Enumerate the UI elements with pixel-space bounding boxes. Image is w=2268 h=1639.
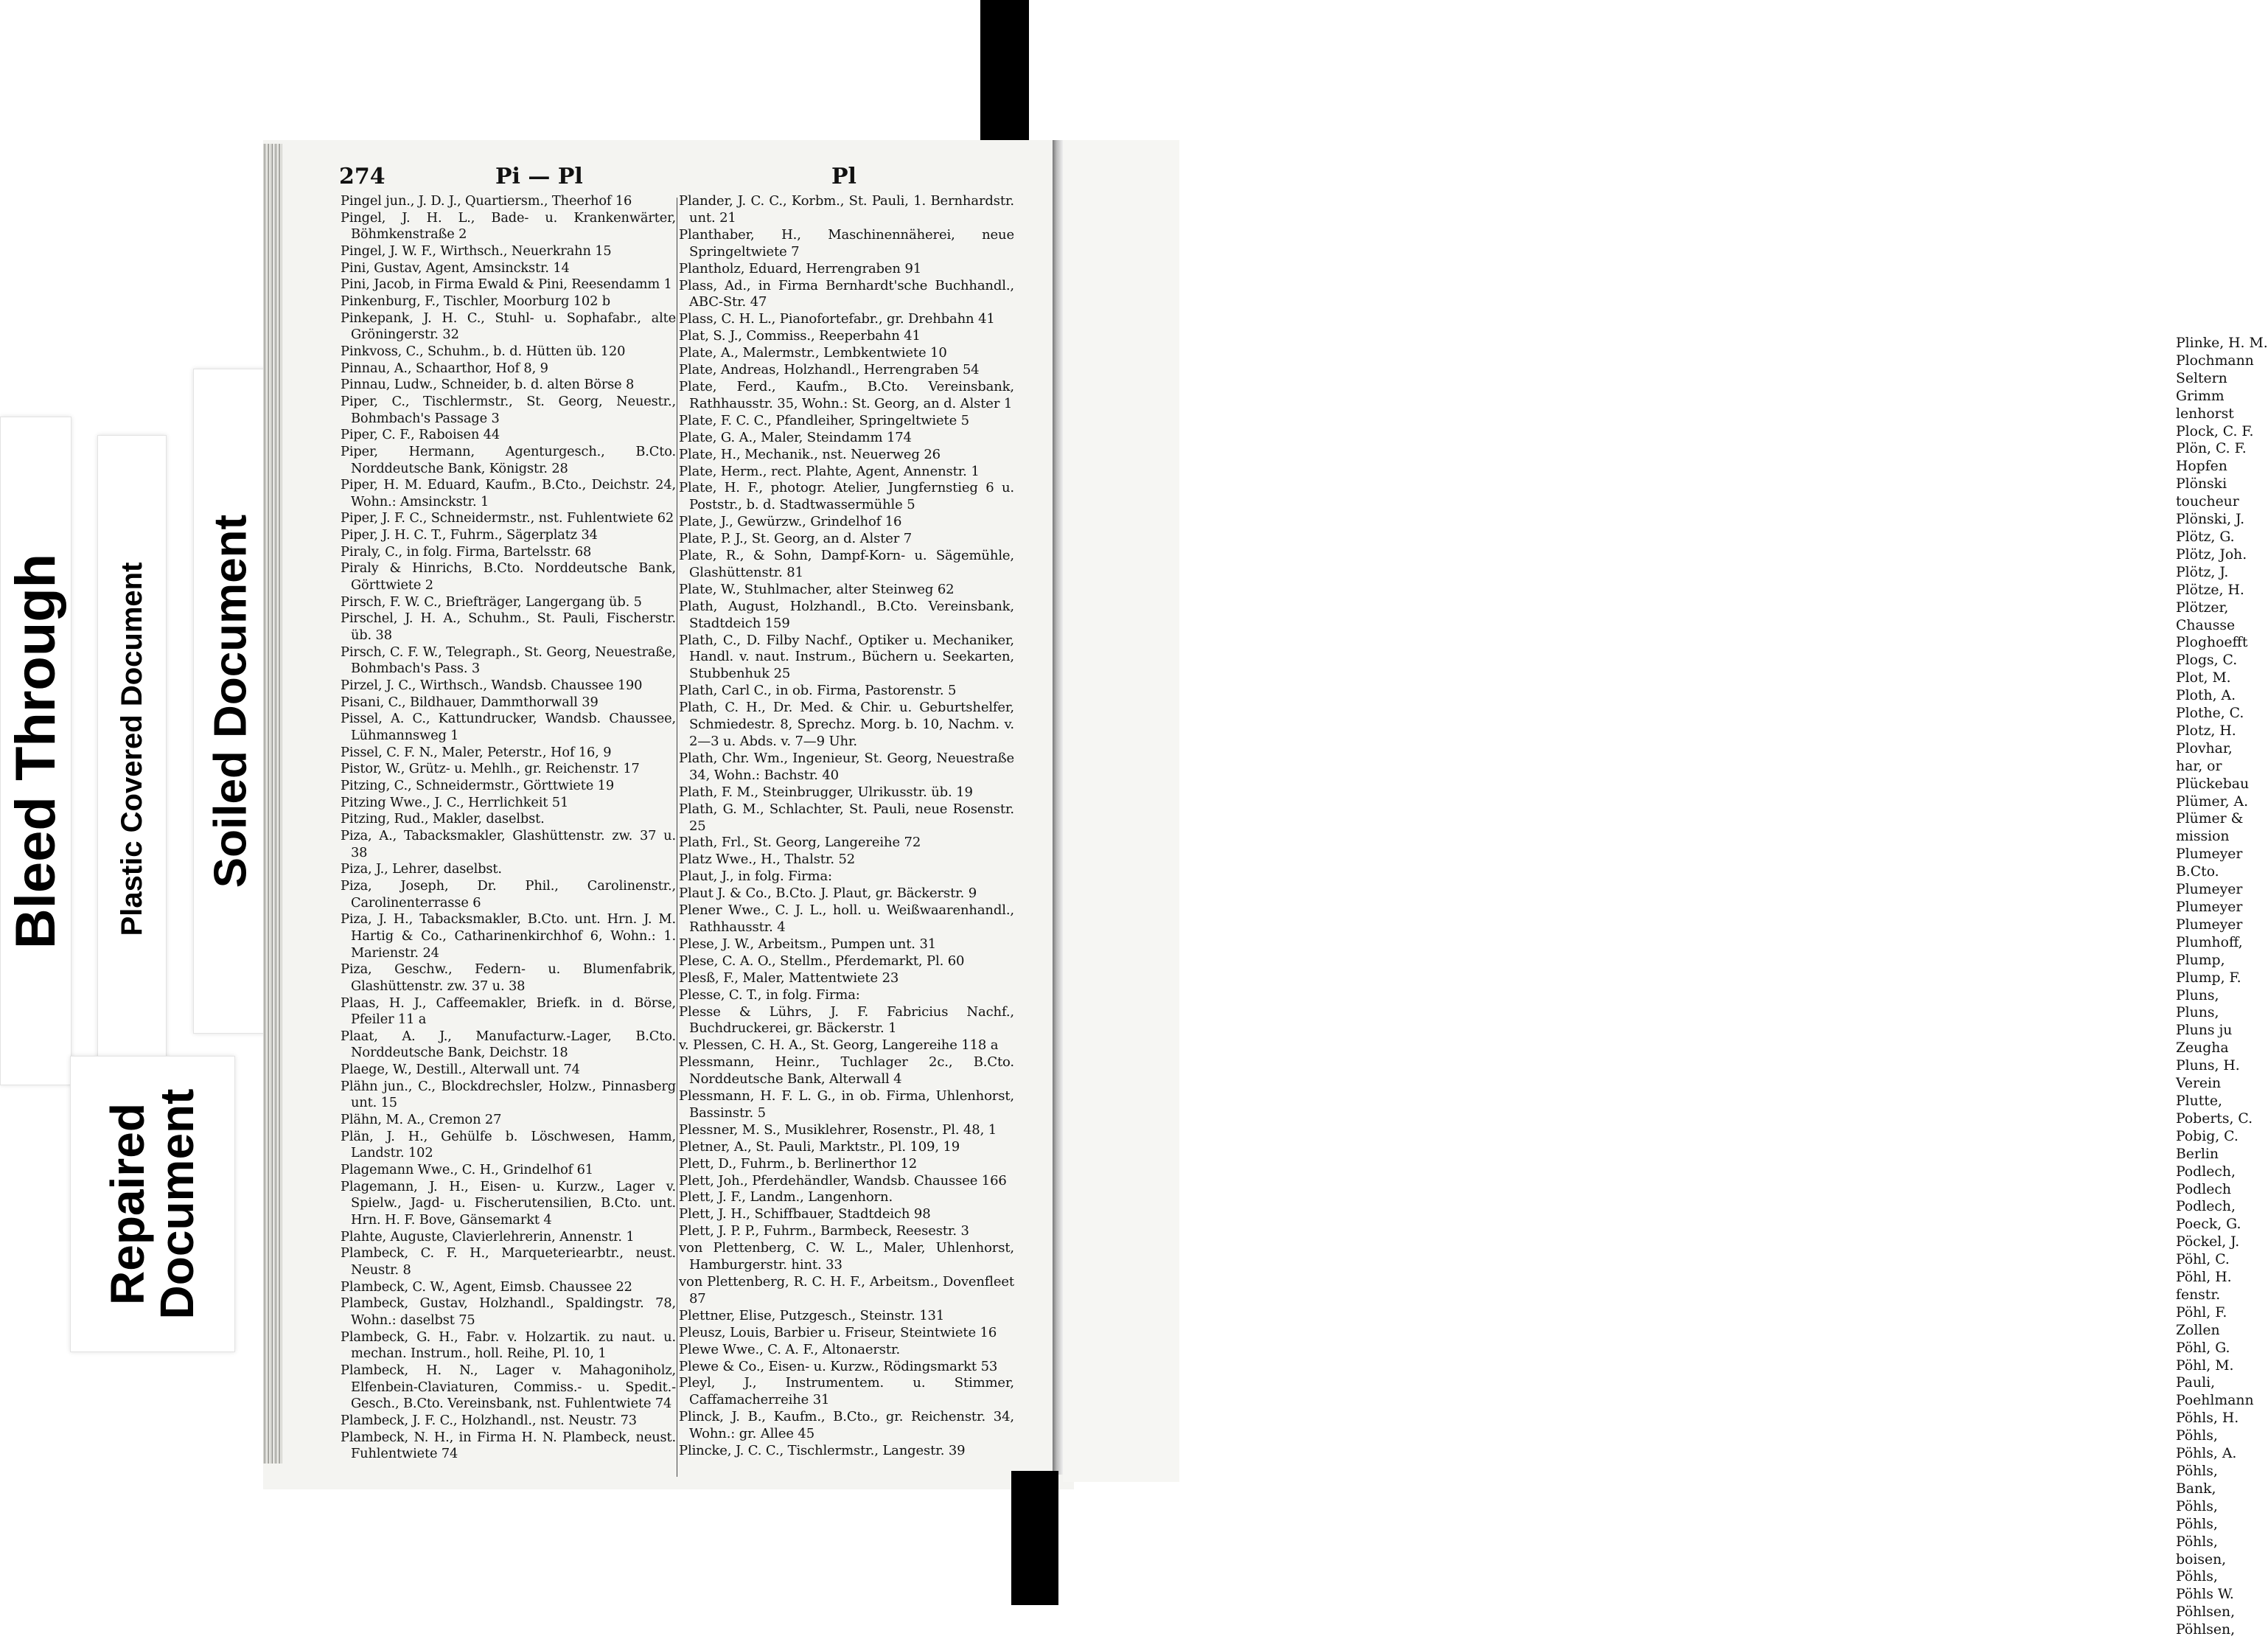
directory-entry: Pinkvoss, C., Schuhm., b. d. Hütten üb. 120 bbox=[341, 343, 626, 359]
cutoff-entry: Poehlmann bbox=[2176, 1393, 2254, 1409]
cutoff-entry: Pöckel, J. bbox=[2176, 1234, 2240, 1250]
cutoff-entry: Plump, F. bbox=[2176, 970, 2241, 986]
directory-entry: Plener Wwe., C. J. L., holl. u. Weißwaarenhandl., Rathhausstr. 4 bbox=[679, 902, 1014, 935]
cutoff-entry: Plötze, H. bbox=[2176, 582, 2244, 598]
repaired-document-label bbox=[100, 1088, 203, 1320]
directory-entry: Piza, Geschw., Federn- u. Blumenfabrik, Glashüttenstr. zw. 37 u. 38 bbox=[341, 961, 676, 994]
directory-entry: Plambeck, Gustav, Holzhandl., Spaldingstr. 78, Wohn.: daselbst 75 bbox=[341, 1295, 676, 1328]
directory-entry: Pleusz, Louis, Barbier u. Friseur, Steintwiete 16 bbox=[679, 1324, 997, 1340]
directory-entry: Piper, J. H. C. T., Fuhrm., Sägerplatz 34 bbox=[341, 527, 598, 543]
cutoff-entry: Berlin bbox=[2176, 1146, 2219, 1162]
directory-entry: Piper, H. M. Eduard, Kaufm., B.Cto., Deichstr. 24, Wohn.: Amsinckstr. 1 bbox=[341, 477, 676, 509]
cutoff-entry: Chausse bbox=[2176, 617, 2236, 633]
directory-entry: Pitzing, Rud., Makler, daselbst. bbox=[341, 811, 545, 827]
directory-entry: Pisani, C., Bildhauer, Dammthorwall 39 bbox=[341, 694, 599, 710]
directory-entry: Plath, C. H., Dr. Med. & Chir. u. Geburtshelfer, Schmiedestr. 8, Sprechz. Morg. b. 10, Nachm. v. 2—3 u. Abds. v. 7—9 Uhr. bbox=[679, 700, 1014, 749]
directory-entry: Piraly, C., in folg. Firma, Bartelsstr. 68 bbox=[341, 543, 592, 560]
cutoff-entry: har, or bbox=[2176, 758, 2222, 774]
directory-entry: Plate, A., Malermstr., Lembkentwiete 10 bbox=[679, 345, 947, 361]
directory-entry: Plesse, C. T., in folg. Firma: bbox=[679, 986, 860, 1003]
directory-entry: Plessmann, Heinr., Tuchlager 2c., B.Cto. Norddeutsche Bank, Alterwall 4 bbox=[679, 1054, 1014, 1088]
directory-column-left bbox=[341, 193, 676, 1463]
directory-entry: Pissel, A. C., Kattundrucker, Wandsb. Chaussee, Lühmannsweg 1 bbox=[341, 711, 676, 743]
cutoff-entry: Pöhls, bbox=[2176, 1516, 2218, 1532]
directory-entry: Plesse & Lührs, J. F. Fabricius Nachf., Buchdruckerei, gr. Bäckerstr. 1 bbox=[679, 1003, 1014, 1037]
directory-entry: Pistor, W., Grütz- u. Mehlh., gr. Reichenstr. 17 bbox=[341, 761, 640, 777]
cutoff-entry: Plötz, Joh. bbox=[2176, 546, 2247, 563]
cutoff-entry: Pöhls, bbox=[2176, 1569, 2218, 1585]
cutoff-entry: Pöhls, H. bbox=[2176, 1410, 2239, 1427]
directory-entry: Plessner, M. S., Musiklehrer, Rosenstr., Pl. 48, 1 bbox=[679, 1121, 997, 1138]
cutoff-entry: Pobig, C. bbox=[2176, 1128, 2239, 1144]
cutoff-entry: Podlech bbox=[2176, 1181, 2231, 1197]
cutoff-entry: lenhorst bbox=[2176, 406, 2234, 422]
directory-entry: Pirsch, F. W. C., Briefträger, Langergang üb. 5 bbox=[341, 594, 642, 610]
directory-entry: Pini, Gustav, Agent, Amsinckstr. 14 bbox=[341, 260, 570, 276]
cutoff-entry: Pöhl, M. bbox=[2176, 1357, 2234, 1374]
cutoff-entry: Plötz, J. bbox=[2176, 564, 2229, 580]
directory-entry: Pitzing Wwe., J. C., Herrlichkeit 51 bbox=[341, 794, 569, 810]
directory-entry: Pinnau, Ludw., Schneider, b. d. alten Börse 8 bbox=[341, 377, 635, 393]
directory-entry: Plagemann Wwe., C. H., Grindelhof 61 bbox=[341, 1162, 593, 1178]
cutoff-entry: Zeugha bbox=[2176, 1040, 2229, 1057]
directory-entry: Plaege, W., Destill., Alterwall unt. 74 bbox=[341, 1062, 580, 1078]
directory-entry: Pleyl, J., Instrumentem. u. Stimmer, Caffamacherreihe 31 bbox=[679, 1375, 1014, 1408]
page-edges bbox=[263, 144, 282, 1464]
directory-entry: Plath, Frl., St. Georg, Langereihe 72 bbox=[679, 835, 921, 851]
directory-entry: Plate, R., & Sohn, Dampf-Korn- u. Sägemühle, Glashüttenstr. 81 bbox=[679, 548, 1014, 580]
cutoff-entry: Ploth, A. bbox=[2176, 688, 2236, 704]
cutoff-entry: Plot, M. bbox=[2176, 670, 2231, 686]
cutoff-entry: Plückebau bbox=[2176, 776, 2250, 792]
cutoff-entry: Pluns ju bbox=[2176, 1023, 2233, 1039]
cutoff-entry: Plumhoff, bbox=[2176, 934, 2243, 950]
cutoff-entry: Verein bbox=[2176, 1076, 2222, 1092]
directory-entry: Pirsch, C. F. W., Telegraph., St. Georg, Neuestraße, Bohmbach's Pass. 3 bbox=[341, 644, 676, 677]
directory-entry: Plett, D., Fuhrm., b. Berlinerthor 12 bbox=[679, 1155, 918, 1172]
directory-entry: Plate, Ferd., Kaufm., B.Cto. Vereinsbank, Rathhausstr. 35, Wohn.: St. Georg, an d. Alster 1 bbox=[679, 378, 1014, 411]
cutoff-entry: Plümer & bbox=[2176, 811, 2244, 827]
directory-entry: Plett, J. H., Schiffbauer, Stadtdeich 98 bbox=[679, 1206, 931, 1222]
directory-entry: Pinkepank, J. H. C., Stuhl- u. Sophafabr., alte Gröningerstr. 32 bbox=[341, 310, 676, 343]
cutoff-entry: Plumeyer bbox=[2176, 882, 2243, 898]
cutoff-entry: Plochmann bbox=[2176, 352, 2254, 369]
directory-entry: Plincke, J. C. C., Tischlermstr., Langestr. 39 bbox=[679, 1443, 966, 1459]
cutoff-entry: mission bbox=[2176, 829, 2230, 845]
cutoff-entry: Pöhls W. bbox=[2176, 1587, 2234, 1603]
page-number: 274 bbox=[339, 164, 385, 189]
directory-entry: Piza, A., Tabacksmakler, Glashüttenstr. zw. 37 u. 38 bbox=[341, 827, 676, 860]
directory-entry: Pletner, A., St. Pauli, Marktstr., Pl. 109, 19 bbox=[679, 1138, 960, 1155]
scan-marker-bar-bottom bbox=[1011, 1471, 1058, 1605]
directory-entry: Piza, Joseph, Dr. Phil., Carolinenstr., Carolinenterrasse 6 bbox=[341, 877, 676, 911]
directory-entry: von Plettenberg, C. W. L., Maler, Uhlenhorst, Hamburgerstr. hint. 33 bbox=[679, 1240, 1014, 1273]
directory-entry: Plambeck, C. W., Agent, Eimsb. Chaussee 22 bbox=[341, 1278, 632, 1295]
cutoff-entry: Plock, C. F. bbox=[2176, 423, 2254, 439]
directory-entry: Pingel, J. W. F., Wirthsch., Neuerkrahn 15 bbox=[341, 243, 612, 259]
directory-entry: Pirschel, J. H. A., Schuhm., St. Pauli, Fischerstr. üb. 38 bbox=[341, 610, 676, 644]
directory-entry: Plate, H., Mechanik., nst. Neuerweg 26 bbox=[679, 446, 941, 462]
directory-entry: Plat, S. J., Commiss., Reeperbahn 41 bbox=[679, 328, 921, 344]
directory-entry: Plambeck, H. N., Lager v. Mahagoniholz, Elfenbein-Claviaturen, Commiss.- u. Spedit.-Gesch., B.Cto. Vereinsbank, nst. Fuhlentwiete 74 bbox=[341, 1362, 676, 1412]
directory-entry: Piper, C., Tischlermstr., St. Georg, Neuestr., Bohmbach's Passage 3 bbox=[341, 393, 676, 426]
soiled-document-label: Soiled Document bbox=[205, 514, 257, 888]
directory-entry: Pingel, J. H. L., Bade- u. Krankenwärter, Böhmkenstraße 2 bbox=[341, 209, 676, 243]
directory-entry: Piraly & Hinrichs, B.Cto. Norddeutsche Bank, Görttwiete 2 bbox=[341, 560, 676, 594]
directory-entry: Pirzel, J. C., Wirthsch., Wandsb. Chaussee 190 bbox=[341, 678, 643, 694]
alphabet-range-heading: Pi — Pl bbox=[495, 164, 583, 189]
directory-entry: Pitzing, C., Schneidermstr., Görttwiete 19 bbox=[341, 777, 614, 793]
cutoff-entry: Ploghoefft bbox=[2176, 635, 2248, 651]
cutoff-entry: Plön, C. F. bbox=[2176, 441, 2247, 457]
cutoff-entry: toucheur bbox=[2176, 494, 2239, 510]
directory-entry: Plettner, Elise, Putzgesch., Steinstr. 131 bbox=[679, 1307, 945, 1323]
bleed-through-label-card bbox=[0, 417, 71, 1085]
directory-entry: Plath, August, Holzhandl., B.Cto. Vereinsbank, Stadtdeich 159 bbox=[679, 598, 1014, 631]
bleed-through-label: Bleed Through bbox=[4, 553, 67, 949]
directory-entry: Pissel, C. F. N., Maler, Peterstr., Hof 16, 9 bbox=[341, 744, 612, 760]
directory-entry: von Plettenberg, R. C. H. F., Arbeitsm., Dovenfleet 87 bbox=[679, 1274, 1014, 1306]
cutoff-entry: Plumeyer bbox=[2176, 916, 2243, 933]
directory-entry: Plath, Chr. Wm., Ingenieur, St. Georg, Neuestraße 34, Wohn.: Bachstr. 40 bbox=[679, 750, 1014, 783]
cutoff-entry: Pöhlsen, bbox=[2176, 1622, 2236, 1638]
cutoff-entry: Pöhl, G. bbox=[2176, 1340, 2230, 1356]
repaired-line-1: Repaired bbox=[100, 1103, 154, 1305]
directory-entry: Plath, C., D. Filby Nachf., Optiker u. Mechaniker, Handl. v. naut. Instrum., Büchern u. Seekarten, Stubbenhuk 25 bbox=[679, 632, 1014, 682]
directory-entry: Plän, J. H., Gehülfe b. Löschwesen, Hamm, Landstr. 102 bbox=[341, 1128, 676, 1161]
cutoff-entry: Pöhl, C. bbox=[2176, 1252, 2230, 1268]
cutoff-column bbox=[2176, 335, 2268, 1639]
plastic-covered-label-card bbox=[97, 435, 167, 1063]
directory-entry: Plander, J. C. C., Korbm., St. Pauli, 1. Bernhardstr. unt. 21 bbox=[679, 193, 1014, 226]
cutoff-entry: Pöhls, bbox=[2176, 1534, 2218, 1550]
cutoff-entry: Pöhls, A. bbox=[2176, 1446, 2237, 1462]
directory-column-right bbox=[679, 193, 1014, 1460]
directory-entry: Pingel jun., J. D. J., Quartiersm., Theerhof 16 bbox=[341, 193, 632, 209]
directory-entry: Plate, P. J., St. Georg, an d. Alster 7 bbox=[679, 531, 913, 547]
directory-entry: Plate, G. A., Maler, Steindamm 174 bbox=[679, 429, 912, 445]
directory-entry: Plahte, Auguste, Clavierlehrerin, Annenstr. 1 bbox=[341, 1228, 635, 1245]
facing-page-strip bbox=[1063, 140, 2268, 1638]
directory-entry: Plath, F. M., Steinbrugger, Ulrikusstr. üb. 19 bbox=[679, 784, 973, 800]
cutoff-entry: Grimm bbox=[2176, 388, 2225, 404]
column-heading: Pl bbox=[831, 164, 856, 189]
directory-entry: Plate, J., Gewürzw., Grindelhof 16 bbox=[679, 514, 902, 530]
cutoff-entry: boisen, bbox=[2176, 1551, 2227, 1567]
directory-entry: Plath, Carl C., in ob. Firma, Pastorenstr. 5 bbox=[679, 683, 957, 699]
cutoff-entry: Pluns, bbox=[2176, 987, 2219, 1003]
cutoff-entry: Pöhls, bbox=[2176, 1464, 2218, 1479]
directory-entry: Plewe Wwe., C. A. F., Altonaerstr. bbox=[679, 1341, 901, 1357]
cutoff-entry: Pöhl, F. bbox=[2176, 1304, 2227, 1320]
directory-entry: Plass, C. H. L., Pianofortefabr., gr. Drehbahn 41 bbox=[679, 311, 995, 327]
directory-entry: Plaut, J., in folg. Firma: bbox=[679, 869, 832, 885]
directory-entry: Piza, J. H., Tabacksmakler, B.Cto. unt. Hrn. J. M. Hartig & Co., Catharinenkirchhof 6, Wohn.: 1. Marienstr. 24 bbox=[341, 911, 676, 961]
directory-entry: Plambeck, C. F. H., Marqueteriearbtr., neust. Neustr. 8 bbox=[341, 1245, 676, 1278]
cutoff-entry: Plönski bbox=[2176, 476, 2227, 493]
directory-entry: Plett, Joh., Pferdehändler, Wandsb. Chaussee 166 bbox=[679, 1172, 1007, 1189]
cutoff-entry: Bank, bbox=[2176, 1480, 2216, 1497]
repaired-line-2: Document bbox=[150, 1088, 203, 1320]
cutoff-entry: Seltern bbox=[2176, 370, 2227, 386]
cutoff-entry: Poeck, G. bbox=[2176, 1217, 2241, 1233]
directory-entry: Plantholz, Eduard, Herrengraben 91 bbox=[679, 260, 922, 276]
directory-entry: v. Plessen, C. H. A., St. Georg, Langereihe 118 a bbox=[679, 1037, 999, 1054]
directory-entry: Piper, C. F., Raboisen 44 bbox=[341, 427, 500, 443]
directory-entry: Plaut J. & Co., B.Cto. J. Plaut, gr. Bäckerstr. 9 bbox=[679, 885, 977, 902]
directory-entry: Plate, Herm., rect. Plahte, Agent, Annenstr. 1 bbox=[679, 463, 980, 479]
cutoff-entry: Pauli, bbox=[2176, 1375, 2216, 1391]
cutoff-entry: Plumeyer bbox=[2176, 899, 2243, 915]
directory-entry: Piper, J. F. C., Schneidermstr., nst. Fuhlentwiete 62 bbox=[341, 510, 674, 526]
cutoff-entry: Plümer, A. bbox=[2176, 793, 2249, 810]
directory-entry: Pini, Jacob, in Firma Ewald & Pini, Reesendamm 1 bbox=[341, 276, 672, 293]
cutoff-entry: Plump, bbox=[2176, 952, 2225, 968]
directory-entry: Plett, J. F., Landm., Langenhorn. bbox=[679, 1189, 893, 1205]
directory-entry: Plagemann, J. H., Eisen- u. Kurzw., Lager v. Spielw., Jagd- u. Fischerutensilien, B.Cto. unt. Hrn. H. F. Bove, Gänsemarkt 4 bbox=[341, 1178, 676, 1228]
directory-entry: Platz Wwe., H., Thalstr. 52 bbox=[679, 852, 856, 868]
cutoff-entry: Pöhls, bbox=[2176, 1498, 2218, 1514]
cutoff-entry: Hopfen bbox=[2176, 459, 2227, 475]
cutoff-entry: Zollen bbox=[2176, 1322, 2220, 1338]
directory-entry: Plese, J. W., Arbeitsm., Pumpen unt. 31 bbox=[679, 936, 937, 952]
cutoff-entry: Plumeyer bbox=[2176, 846, 2243, 863]
cutoff-entry: fenstr. bbox=[2176, 1287, 2221, 1303]
directory-entry: Plewe & Co., Eisen- u. Kurzw., Rödingsmarkt 53 bbox=[679, 1358, 998, 1374]
directory-entry: Plambeck, G. H., Fabr. v. Holzartik. zu naut. u. mechan. Instrum., holl. Reihe, Pl. 10, 1 bbox=[341, 1329, 676, 1362]
directory-entry: Plath, G. M., Schlachter, St. Pauli, neue Rosenstr. 25 bbox=[679, 801, 1014, 834]
cutoff-entry: Plötz, G. bbox=[2176, 529, 2235, 545]
directory-entry: Plinck, J. B., Kaufm., B.Cto., gr. Reichenstr. 34, Wohn.: gr. Allee 45 bbox=[679, 1409, 1014, 1442]
directory-entry: Plähn, M. A., Cremon 27 bbox=[341, 1112, 502, 1128]
cutoff-entry: Podlech, bbox=[2176, 1163, 2236, 1180]
repaired-document-label-card bbox=[70, 1056, 235, 1352]
cutoff-entry: Plogs, C. bbox=[2176, 653, 2238, 669]
directory-entry: Planthaber, H., Maschinennäherei, neue Springeltwiete 7 bbox=[679, 226, 1014, 260]
directory-entry: Pinnau, A., Schaarthor, Hof 8, 9 bbox=[341, 360, 548, 376]
cutoff-entry: Poberts, C. bbox=[2176, 1110, 2253, 1127]
directory-entry: Plate, F. C. C., Pfandleiher, Springeltwiete 5 bbox=[679, 412, 969, 428]
directory-entry: Plähn jun., C., Blockdrechsler, Holzw., Pinnasberg unt. 15 bbox=[341, 1078, 676, 1111]
cutoff-entry: B.Cto. bbox=[2176, 864, 2219, 880]
cutoff-entry: Podlech, bbox=[2176, 1199, 2236, 1215]
directory-entry: Plambeck, N. H., in Firma H. N. Plambeck, neust. Fuhlentwiete 74 bbox=[341, 1429, 676, 1462]
directory-entry: Pinkenburg, F., Tischler, Moorburg 102 b bbox=[341, 293, 610, 309]
book-gutter bbox=[1053, 140, 1063, 1475]
directory-entry: Plessmann, H. F. L. G., in ob. Firma, Uhlenhorst, Bassinstr. 5 bbox=[679, 1088, 1014, 1121]
soiled-document-label-card bbox=[193, 369, 268, 1034]
directory-entry: Plese, C. A. O., Stellm., Pferdemarkt, Pl. 60 bbox=[679, 953, 965, 969]
plastic-covered-label: Plastic Covered Document bbox=[116, 562, 148, 936]
directory-entry: Plett, J. P. P., Fuhrm., Barmbeck, Reesestr. 3 bbox=[679, 1223, 969, 1239]
cutoff-entry: Plovhar, bbox=[2176, 740, 2233, 756]
cutoff-entry: Plutte, bbox=[2176, 1093, 2222, 1109]
directory-entry: Piper, Hermann, Agenturgesch., B.Cto. Norddeutsche Bank, Königstr. 28 bbox=[341, 443, 676, 476]
cutoff-entry: Plotz, H. bbox=[2176, 723, 2236, 739]
directory-entry: Plambeck, J. F. C., Holzhandl., nst. Neustr. 73 bbox=[341, 1412, 637, 1428]
cutoff-entry: Pluns, H. bbox=[2176, 1058, 2240, 1074]
cutoff-entry: Plothe, C. bbox=[2176, 706, 2244, 722]
directory-entry: Plaat, A. J., Manufacturw.-Lager, B.Cto. Norddeutsche Bank, Deichstr. 18 bbox=[341, 1028, 676, 1061]
cutoff-entry: Plönski, J. bbox=[2176, 512, 2245, 528]
directory-entry: Plaas, H. J., Caffeemakler, Briefk. in d. Börse, Pfeiler 11 a bbox=[341, 995, 676, 1028]
directory-entry: Plate, H. F., photogr. Atelier, Jungfernstieg 6 u. Poststr., b. d. Stadtwassermühle 5 bbox=[679, 480, 1014, 513]
cutoff-entry: Pluns, bbox=[2176, 1005, 2219, 1021]
cutoff-entry: Plinke, H. M. bbox=[2176, 335, 2268, 351]
directory-entry: Plesß, F., Maler, Mattentwiete 23 bbox=[679, 970, 899, 986]
cutoff-entry: Pöhlsen, bbox=[2176, 1604, 2236, 1621]
directory-entry: Piza, J., Lehrer, daselbst. bbox=[341, 861, 502, 877]
cutoff-entry: Pöhls, bbox=[2176, 1428, 2218, 1444]
scan-marker-bar-top bbox=[980, 0, 1029, 140]
directory-entry: Plate, W., Stuhlmacher, alter Steinweg 62 bbox=[679, 581, 955, 597]
cutoff-entry: Pöhl, H. bbox=[2176, 1270, 2232, 1286]
directory-entry: Plass, Ad., in Firma Bernhardt'sche Buchhandl., ABC-Str. 47 bbox=[679, 277, 1014, 310]
cutoff-entry: Plötzer, bbox=[2176, 599, 2229, 616]
directory-entry: Plate, Andreas, Holzhandl., Herrengraben 54 bbox=[679, 362, 980, 378]
